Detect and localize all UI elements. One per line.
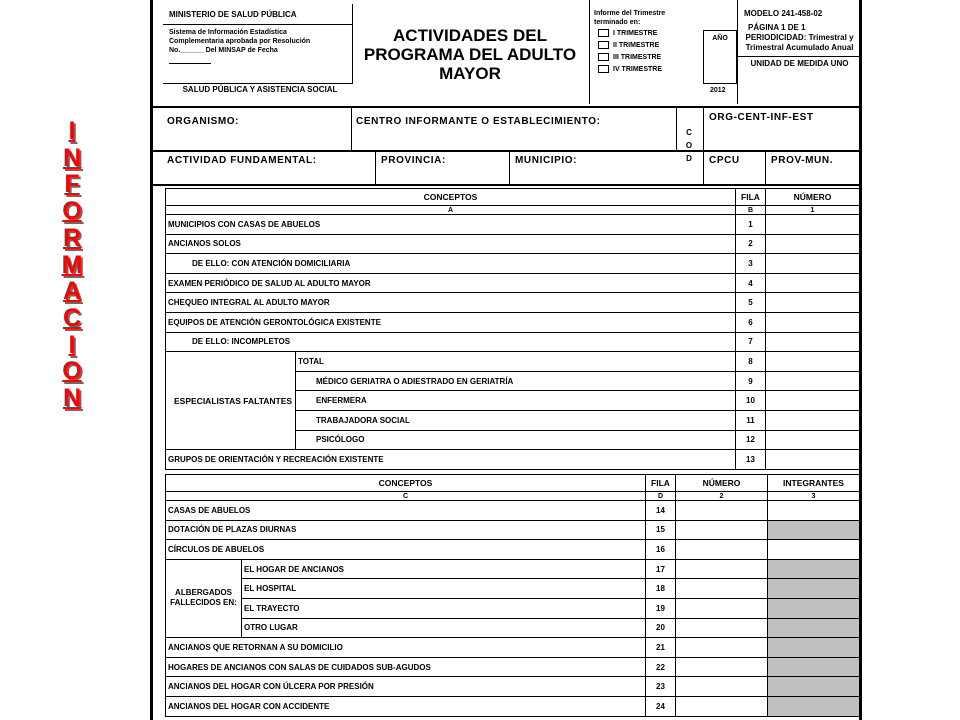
side-letter: I [68, 330, 76, 359]
centro-field: CENTRO INFORMANTE O ESTABLECIMIENTO: [356, 116, 601, 127]
especialistas-label: ESPECIALISTAS FALTANTES [166, 352, 296, 450]
org-cent-field[interactable]: ORG-CENT-INF-EST [709, 112, 814, 123]
ministry-number: No.______ Del MINSAP de Fecha [169, 47, 278, 54]
row-divider [153, 150, 859, 152]
table-row: ANCIANOS SOLOS 2 [166, 234, 860, 254]
table-row: ESPECIALISTAS FALTANTES TOTAL 8 [166, 352, 860, 372]
cpcu-field[interactable]: CPCU [709, 155, 740, 166]
value-cell[interactable] [766, 450, 860, 470]
value-cell[interactable] [676, 696, 768, 716]
trimester-option[interactable]: I TRIMESTRE [590, 27, 737, 38]
value-cell[interactable] [768, 501, 860, 521]
checkbox[interactable] [598, 29, 609, 37]
value-cell[interactable] [676, 638, 768, 658]
side-letter: N [62, 384, 82, 413]
table-hogares [165, 474, 860, 717]
side-letter: N [62, 143, 82, 172]
value-cell[interactable] [766, 430, 860, 450]
form-header [153, 0, 859, 106]
disabled-cell [768, 598, 860, 618]
model-box [737, 0, 859, 104]
value-cell[interactable] [766, 234, 860, 254]
side-word-informacion [48, 118, 96, 412]
table-row: DE ELLO: CON ATENCIÓN DOMICILIARIA 3 [166, 254, 860, 274]
side-letter: I [68, 117, 76, 145]
table-row: CÍRCULOS DE ABUELOS 16 [166, 540, 860, 560]
table-row: MUNICIPIOS CON CASAS DE ABUELOS 1 [166, 215, 860, 235]
value-cell[interactable] [676, 501, 768, 521]
sub-c: C [166, 492, 646, 501]
table-row: DOTACIÓN DE PLAZAS DIURNAS 15 [166, 520, 860, 540]
divider [703, 108, 704, 186]
col-header-integrantes: INTEGRANTES [768, 475, 860, 492]
provincia-field[interactable]: PROVINCIA: [381, 155, 446, 166]
side-letter: O [62, 357, 82, 386]
ministry-complementaria: Complementaria aprobada por Resolución [169, 38, 311, 45]
col-header-conceptos: CONCEPTOS [166, 475, 646, 492]
divider [509, 150, 510, 186]
cod-label: C O D [685, 128, 693, 163]
ministry-system: Sistema de Información Estadística [169, 29, 287, 36]
value-cell[interactable] [676, 559, 768, 579]
disabled-cell [768, 696, 860, 716]
table-row: PSICÓLOGO 12 [166, 430, 860, 450]
table-row: TRABAJADORA SOCIAL 11 [166, 410, 860, 430]
disabled-cell [768, 618, 860, 638]
value-cell[interactable] [676, 677, 768, 697]
value-cell[interactable] [766, 215, 860, 235]
divider [375, 150, 376, 186]
ministry-name: MINISTERIO DE SALUD PÚBLICA [163, 4, 352, 25]
table-row: ALBERGADOS FALLECIDOS EN: EL HOGAR DE ANCIANOS 17 [166, 559, 860, 579]
sub-b: B [736, 206, 766, 215]
form-title: ACTIVIDADES DEL PROGRAMA DEL ADULTO MAYOR [363, 26, 577, 83]
actividad-field[interactable]: ACTIVIDAD FUNDAMENTAL: [167, 155, 317, 166]
value-cell[interactable] [766, 293, 860, 313]
value-cell[interactable] [768, 540, 860, 560]
value-cell[interactable] [766, 410, 860, 430]
col-header-numero: NÚMERO [766, 189, 860, 206]
table-row: CHEQUEO INTEGRAL AL ADULTO MAYOR 5 [166, 293, 860, 313]
centro-box[interactable] [351, 108, 677, 150]
side-letter: R [62, 223, 82, 252]
col-header-fila: FILA [736, 189, 766, 206]
side-letter: A [62, 277, 82, 306]
sub-d: D [646, 492, 676, 501]
table-row: ANCIANOS DEL HOGAR CON ÚLCERA POR PRESIÓN 23 [166, 677, 860, 697]
side-letter: C [62, 303, 82, 332]
table-row: HOGARES DE ANCIANOS CON SALAS DE CUIDADOS SUB-AGUDOS 22 [166, 657, 860, 677]
unidad-medida: UNIDAD DE MEDIDA UNO [738, 56, 859, 69]
disabled-cell [768, 520, 860, 540]
albergados-label: ALBERGADOS FALLECIDOS EN: [166, 559, 242, 637]
periodicidad: PERIODICIDAD: Trimestral y Trimestral Acumulado Anual [745, 33, 854, 52]
value-cell[interactable] [676, 657, 768, 677]
trimester-option[interactable]: IV TRIMESTRE [590, 62, 737, 74]
col-header-fila: FILA [646, 475, 676, 492]
checkbox[interactable] [598, 41, 609, 49]
value-cell[interactable] [766, 312, 860, 332]
table-row: OTRO LUGAR 20 [166, 618, 860, 638]
form-sheet [150, 0, 862, 720]
sub-1: 1 [766, 206, 860, 215]
value-cell[interactable] [676, 618, 768, 638]
page-number: PÁGINA 1 DE 1 [748, 23, 806, 32]
field-block [153, 106, 859, 186]
col-header-conceptos: CONCEPTOS [166, 189, 736, 206]
side-letter: O [62, 197, 82, 226]
trimester-option[interactable]: II TRIMESTRE [590, 38, 737, 50]
table-row: CASAS DE ABUELOS 14 [166, 501, 860, 521]
table-actividades [165, 188, 860, 470]
organismo-field[interactable]: ORGANISMO: [167, 116, 240, 127]
value-cell[interactable] [676, 598, 768, 618]
salud-publica-label: SALUD PÚBLICA Y ASISTENCIA SOCIAL [182, 85, 338, 94]
value-cell[interactable] [676, 540, 768, 560]
sub-3: 3 [768, 492, 860, 501]
checkbox[interactable] [598, 65, 609, 73]
table-row: ANCIANOS DEL HOGAR CON ACCIDENTE 24 [166, 696, 860, 716]
informe-label: Informe del Trimestre terminado en: [594, 10, 666, 26]
side-letter: F [64, 170, 80, 199]
table-row: GRUPOS DE ORIENTACIÓN Y RECREACIÓN EXISTENTE 13 [166, 450, 860, 470]
year-value: 2012 [710, 87, 726, 94]
ministry-box [163, 4, 353, 84]
value-cell[interactable] [676, 579, 768, 599]
prov-mun-field[interactable]: PROV-MUN. [771, 155, 834, 166]
disabled-cell [768, 579, 860, 599]
signature-line [169, 63, 211, 64]
table-row: MÉDICO GERIATRA O ADIESTRADO EN GERIATRÍA 9 [166, 371, 860, 391]
disabled-cell [768, 657, 860, 677]
table-row: EL HOSPITAL 18 [166, 579, 860, 599]
year-label: AÑO [712, 35, 728, 42]
trimester-option[interactable]: III TRIMESTRE [590, 50, 737, 62]
side-letter: M [61, 250, 83, 279]
value-cell[interactable] [766, 273, 860, 293]
col-header-numero: NÚMERO [676, 475, 768, 492]
sub-a: A [166, 206, 736, 215]
table-row: EXAMEN PERIÓDICO DE SALUD AL ADULTO MAYOR 4 [166, 273, 860, 293]
disabled-cell [768, 559, 860, 579]
value-cell[interactable] [676, 520, 768, 540]
divider [765, 150, 766, 186]
year-box[interactable] [703, 30, 737, 84]
sub-2: 2 [676, 492, 768, 501]
value-cell[interactable] [766, 352, 860, 372]
disabled-cell [768, 677, 860, 697]
value-cell[interactable] [766, 371, 860, 391]
checkbox[interactable] [598, 53, 609, 61]
trimester-box [589, 0, 737, 104]
table-row: EQUIPOS DE ATENCIÓN GERONTOLÓGICA EXISTENTE 6 [166, 312, 860, 332]
table-row: ANCIANOS QUE RETORNAN A SU DOMICILIO 21 [166, 638, 860, 658]
disabled-cell [768, 638, 860, 658]
value-cell[interactable] [766, 391, 860, 411]
table-row: DE ELLO: INCOMPLETOS 7 [166, 332, 860, 352]
municipio-field[interactable]: MUNICIPIO: [515, 155, 578, 166]
table-row: EL TRAYECTO 19 [166, 598, 860, 618]
model-code: MODELO 241-458-02 [744, 9, 823, 18]
table-row: ENFERMERA 10 [166, 391, 860, 411]
value-cell[interactable] [766, 332, 860, 352]
value-cell[interactable] [766, 254, 860, 274]
